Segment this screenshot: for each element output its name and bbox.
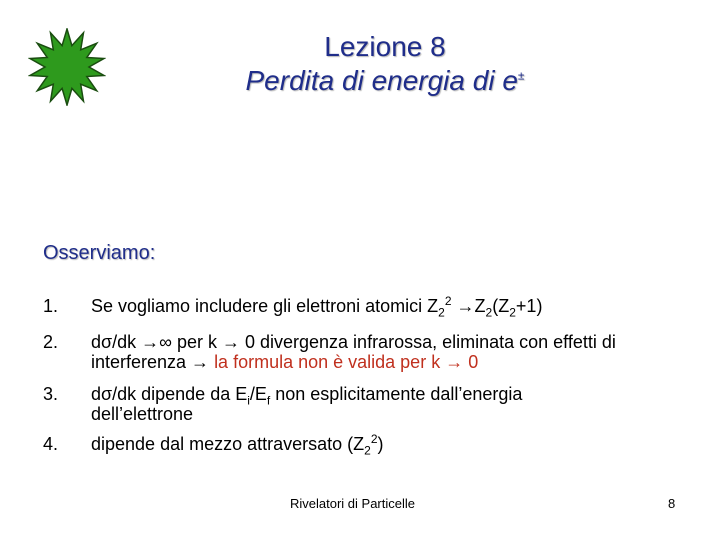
- item-text: Se vogliamo includere gli elettroni atomici $Z_2^2 \to Z_2(Z_2+1)$: [91, 294, 543, 320]
- starburst-icon: [28, 28, 106, 106]
- item-number: 1.: [43, 296, 59, 316]
- page-number: 8: [668, 496, 676, 511]
- item-number: 3.: [43, 384, 59, 404]
- title-line-1: Lezione 8: [324, 31, 446, 62]
- section-heading: Osserviamo:: [43, 242, 156, 264]
- footer-title: Rivelatori di Particelle: [290, 496, 415, 511]
- item-text: dipende dal mezzo attraversato $(Z_2^2)$: [91, 432, 384, 458]
- highlight-text: la formula non è valida per k → 0: [214, 352, 479, 372]
- slide-title: [200, 30, 570, 98]
- item-number: 2.: [43, 332, 59, 352]
- plus-minus-superscript: ±: [517, 68, 525, 83]
- item-text: dσ/dk dipende da $E_i/E_f$ non esplicitamente dall’energia dell’elettrone: [91, 384, 523, 424]
- item-number: 4.: [43, 434, 59, 454]
- title-line-2: Perdita di energia di e±: [245, 65, 525, 96]
- item-text: dσ/dk →∞ per k → 0 divergenza infrarossa, eliminata con effetti di interferenza → la formula non è valida per k → 0: [91, 332, 616, 372]
